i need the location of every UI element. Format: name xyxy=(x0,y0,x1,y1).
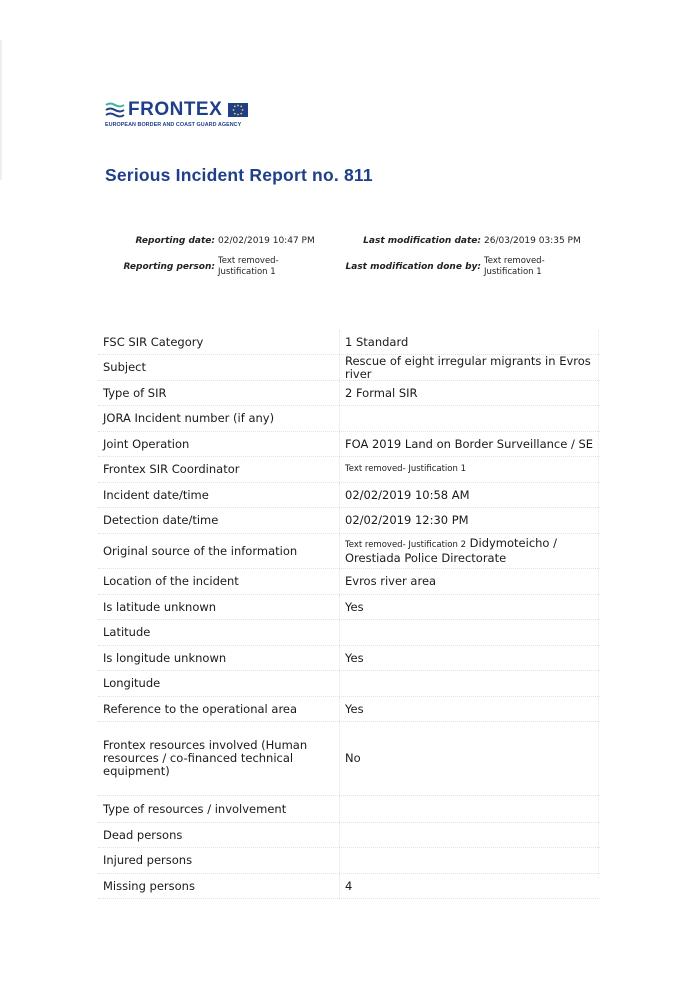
row-value xyxy=(339,534,600,568)
row-value xyxy=(339,671,600,696)
last-mod-by-value-line-1: Text removed- xyxy=(484,256,545,266)
reporting-date-label: Reporting date: xyxy=(135,236,215,246)
row-label: Is latitude unknown xyxy=(103,599,217,614)
row-value xyxy=(339,796,600,822)
report-title: Serious Incident Report no. 811 xyxy=(105,165,373,185)
row-label: FSC SIR Category xyxy=(103,334,204,349)
row-label: Injured persons xyxy=(103,853,193,867)
table-row xyxy=(98,722,600,796)
row-label: Detection date/time xyxy=(103,513,219,527)
reporting-person-label: Reporting person: xyxy=(123,262,215,272)
row-value: Yes xyxy=(339,697,600,721)
table-row xyxy=(98,406,600,432)
table-row xyxy=(98,595,600,620)
row-value-line-2: Orestiada Police Directorate xyxy=(345,551,507,565)
table-row xyxy=(98,432,600,457)
table-row xyxy=(98,457,600,483)
row-label: JORA Incident number (if any) xyxy=(103,411,275,425)
table-row xyxy=(98,381,600,406)
row-value: 4 xyxy=(339,874,600,898)
row-value-line-1 xyxy=(345,537,557,552)
reporting-person-value-line-2: Justification 1 xyxy=(218,267,276,277)
reporting-person-value-line-1: Text removed- xyxy=(218,256,279,266)
row-value xyxy=(339,848,600,873)
scan-edge-mark xyxy=(0,40,2,180)
last-mod-by-value xyxy=(484,256,545,278)
row-value: Evros river area xyxy=(339,569,600,594)
reporting-date-value: 02/02/2019 10:47 PM xyxy=(218,236,315,246)
table-row xyxy=(98,508,600,534)
table-row xyxy=(98,355,600,381)
table-row xyxy=(98,823,600,848)
row-label: Is longitude unknown xyxy=(103,650,227,665)
row-value-suffix: Didymoteicho / xyxy=(465,536,557,550)
row-label-line-1: Frontex resources involved (Human xyxy=(103,738,308,752)
row-value: Rescue of eight irregular migrants in Evros river xyxy=(339,355,600,380)
row-label: Joint Operation xyxy=(103,436,190,451)
row-label: Subject xyxy=(103,360,146,374)
row-value: Yes xyxy=(339,646,600,670)
table-row xyxy=(98,874,600,899)
last-mod-date-label: Last modification date: xyxy=(363,236,481,246)
row-label: Incident date/time xyxy=(103,487,209,502)
last-mod-date-value: 26/03/2019 03:35 PM xyxy=(484,236,581,246)
row-label: Frontex SIR Coordinator xyxy=(103,462,240,476)
table-row xyxy=(98,620,600,646)
table-row xyxy=(98,848,600,874)
table-row xyxy=(98,330,600,355)
table-row xyxy=(98,697,600,722)
table-row xyxy=(98,569,600,595)
logo-subtitle: EUROPEAN BORDER AND COAST GUARD AGENCY xyxy=(105,122,242,128)
row-value-prefix: Text removed- Justification 2 xyxy=(345,540,466,550)
table-row xyxy=(98,671,600,697)
row-label: Type of SIR xyxy=(103,385,167,400)
row-label: Dead persons xyxy=(103,827,183,842)
eu-flag-icon xyxy=(228,103,248,117)
row-label: Original source of the information xyxy=(103,543,298,558)
row-label: Latitude xyxy=(103,625,151,639)
row-value: No xyxy=(339,722,600,795)
row-label: Location of the incident xyxy=(103,574,239,588)
row-label: Longitude xyxy=(103,676,161,690)
incident-details-table xyxy=(98,330,600,899)
table-row xyxy=(98,483,600,508)
row-label: Reference to the operational area xyxy=(103,701,298,716)
row-value xyxy=(339,823,600,847)
row-value xyxy=(339,620,600,645)
row-label-line-3: equipment) xyxy=(103,764,170,778)
frontex-waves-icon xyxy=(105,102,125,118)
row-label-line-2: resources / co-financed technical xyxy=(103,751,294,765)
row-value: FOA 2019 Land on Border Surveillance / SE xyxy=(339,432,600,456)
row-value: 2 Formal SIR xyxy=(339,381,600,405)
table-row xyxy=(98,646,600,671)
last-mod-by-label: Last modification done by: xyxy=(345,262,481,272)
table-row xyxy=(98,796,600,823)
logo-wordmark: FRONTEX xyxy=(128,99,223,120)
table-row xyxy=(98,534,600,569)
row-value: 1 Standard xyxy=(339,330,600,354)
row-label: Missing persons xyxy=(103,878,195,893)
reporting-person-value xyxy=(218,256,279,278)
last-mod-by-value-line-2: Justification 1 xyxy=(484,267,542,277)
frontex-logo xyxy=(105,99,275,133)
row-value: Yes xyxy=(339,595,600,619)
row-value xyxy=(339,406,600,431)
row-value-text: Text removed- Justification 1 xyxy=(345,464,466,474)
row-value xyxy=(339,457,600,482)
row-value-multiline xyxy=(345,537,557,565)
row-label: Type of resources / involvement xyxy=(103,801,287,816)
row-value: 02/02/2019 12:30 PM xyxy=(339,508,600,533)
row-value: 02/02/2019 10:58 AM xyxy=(339,483,600,507)
table-right-border xyxy=(598,330,599,878)
row-label xyxy=(98,739,339,778)
